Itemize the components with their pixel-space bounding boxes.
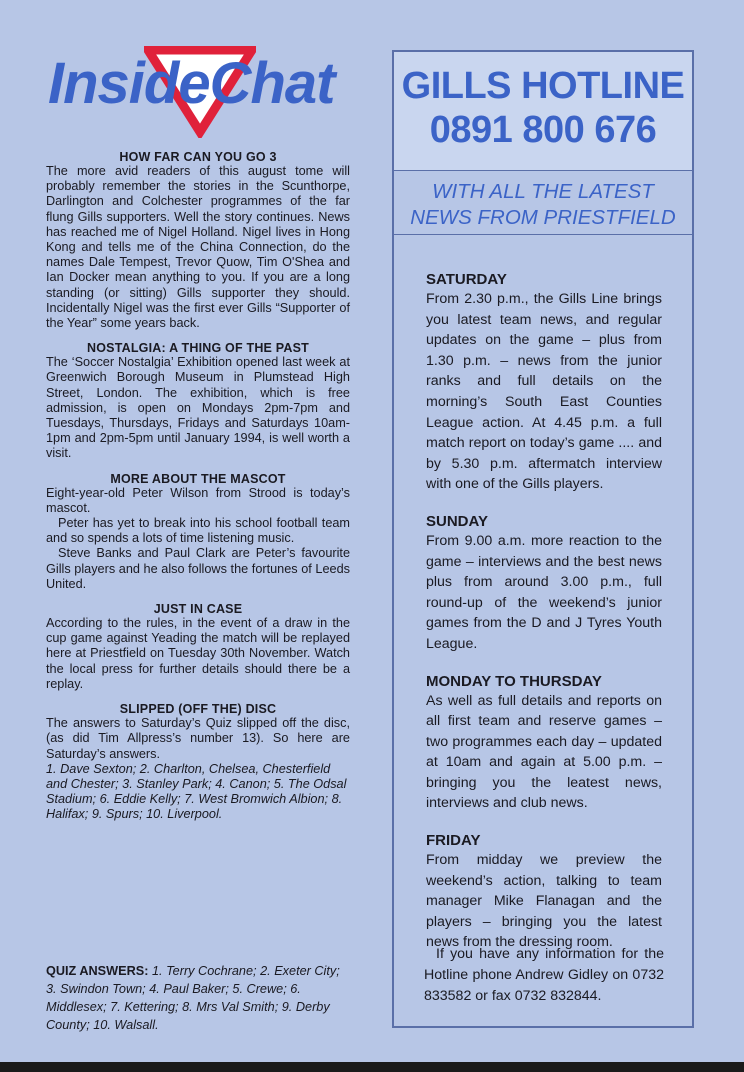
- article-body: The ‘Soccer Nostalgia’ Exhibition opened last week at Greenwich Borough Museum in Plumstead High Street, London. The exhibition, which is free admission, is open on Mondays 2pm-7pm and Tuesdays, Thursdays, Fridays and Saturdays 10am-1pm and 2pm-5pm until January 1994, is well worth a visit.: [46, 355, 350, 461]
- article-nostalgia: [46, 341, 350, 461]
- article-heading: NOSTALGIA: A THING OF THE PAST: [87, 341, 309, 356]
- article-body: The answers to Saturday’s Quiz slipped off the disc, (as did Tim Allpress’s number 13). So here are Saturday’s answers.: [46, 716, 350, 761]
- hotline-header: [394, 52, 692, 171]
- article-body: The more avid readers of this august tome will probably remember the stories in the Scunthorpe, Darlington and Colchester programmes of the far flung Gills supporters. Well the story continues. News has reached me of Nigel Holland. Nigel lives in Hong Kong and tells me of the China Connection, do the names Dale Tempest, Trevor Quow, Tim O'Shea and Ian Docker mean anything to you. If you are a long standing (or sitting) Gills supporter they should. Incidentally Nigel was the first ever Gills “Supporter of the Year” some years back.: [46, 164, 350, 331]
- hotline-title: GILLS HOTLINE: [401, 65, 685, 107]
- quiz-label: QUIZ ANSWERS:: [46, 964, 149, 978]
- article-just-in-case: [46, 602, 350, 692]
- quiz-answers-saturday: 1. Dave Sexton; 2. Charlton, Chelsea, Chesterfield and Chester; 3. Stanley Park; 4. Canon; 5. The Odsal Stadium; 6. Eddie Kelly; 7. West Bromwich Albion; 8. Halifax; 9. Spurs; 10. Liverpool.: [46, 761, 347, 822]
- article-body: Eight-year-old Peter Wilson from Strood is today’s mascot.: [46, 485, 350, 515]
- left-column: [46, 40, 350, 823]
- logo-text: InsideChat: [48, 51, 335, 116]
- schedule-day-text: From 9.00 a.m. more reaction to the game – interviews and the best news plus from around 3.00 p.m., full round-up of the weekend’s junior games from the D and J Tyres Youth League.: [426, 532, 662, 652]
- gills-hotline-box: [392, 50, 694, 1028]
- schedule-day-text: As well as full details and reports on all first team and reserve games – two programmes each day – updated at 10am and again at 5.00 p.m. – bringing you the leatest news, interviews and club news.: [426, 692, 662, 812]
- article-body: According to the rules, in the event of a draw in the cup game against Yeading the match will be replayed here at Priestfield on Tuesday 30th November. Watch the local press for further details should there be a replay.: [46, 616, 350, 691]
- article-heading: SLIPPED (OFF THE) DISC: [119, 702, 277, 717]
- hotline-subtitle-line: WITH ALL THE LATEST: [432, 180, 654, 203]
- article-slipped-disc: [46, 702, 350, 822]
- article-heading: MORE ABOUT THE MASCOT: [110, 471, 286, 486]
- article-body: Steve Banks and Paul Clark are Peter’s favourite Gills players and he also follows the fortunes of Leeds United.: [46, 546, 350, 591]
- quiz-answers: [46, 962, 350, 1034]
- article-how-far: [46, 150, 350, 331]
- hotline-subtitle-line: NEWS FROM PRIESTFIELD: [410, 206, 676, 229]
- article-mascot: [46, 472, 350, 592]
- schedule-day-text: From 2.30 p.m., the Gills Line brings you latest team news, and regular updates on the game – plus from 1.30 p.m. – news from the junior ranks and full details on the morning’s South East Counties League action. At 4.45 p.m. a full match report on today’s game .... and by 5.30 p.m. aftermatch interview with one of the Gills players.: [426, 291, 662, 493]
- inside-chat-logo: [48, 40, 350, 140]
- article-heading: HOW FAR CAN YOU GO 3: [119, 150, 277, 164]
- hotline-schedule: [394, 271, 692, 953]
- schedule-day-text: From midday we preview the weekend’s action, talking to team manager Mike Flanagan and the players – bringing you the latest news from the dressing room.: [426, 852, 662, 951]
- hotline-contact: [424, 944, 664, 1007]
- page-bottom-edge: [0, 1062, 744, 1072]
- quiz-answer-list: 1. Terry Cochrane; 2. Exeter City; 3. Swindon Town; 4. Paul Baker; 5. Crewe; 6. Middlesex; 7. Kettering; 8. Mrs Val Smith; 9. Derby County; 10. Walsall.: [46, 964, 340, 1032]
- hotline-subtitle: [394, 171, 692, 235]
- schedule-day-heading: SATURDAY: [426, 271, 507, 288]
- hotline-phone-number: 0891 800 676: [429, 109, 657, 151]
- schedule-day-heading: SUNDAY: [426, 512, 488, 530]
- article-body: Peter has yet to break into his school football team and so spends a lots of time listening music.: [46, 516, 350, 546]
- schedule-day-heading: FRIDAY: [426, 832, 481, 850]
- contact-text: If you have any information for the Hotline phone Andrew Gidley on 0732 833582 or fax 0732 832844.: [424, 946, 664, 1004]
- schedule-day-heading: MONDAY TO THURSDAY: [426, 672, 602, 690]
- article-heading: JUST IN CASE: [153, 602, 243, 617]
